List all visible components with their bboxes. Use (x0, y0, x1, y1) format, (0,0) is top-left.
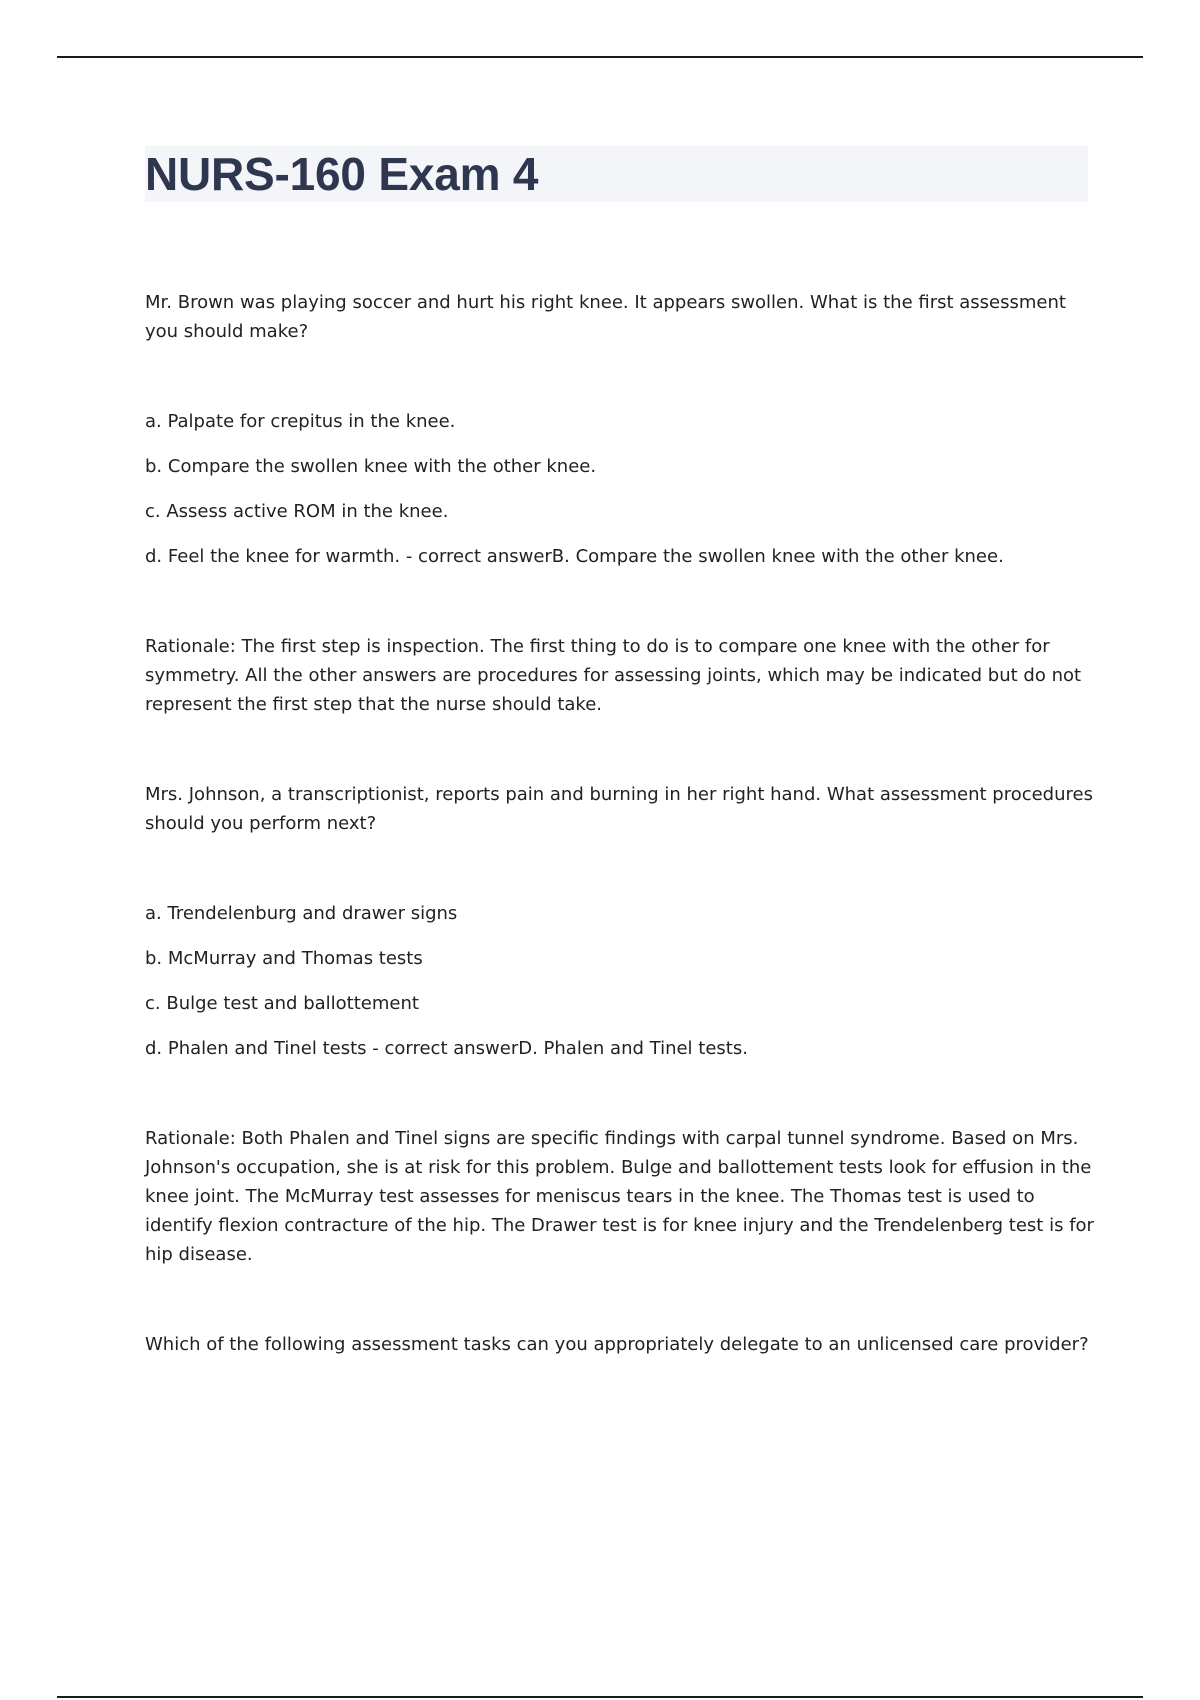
answer-option: a. Palpate for crepitus in the knee. (145, 411, 456, 432)
question-stem: Which of the following assessment tasks can you appropriately delegate to an unlicensed care provider? (145, 1334, 1089, 1355)
answer-option: a. Trendelenburg and drawer signs (145, 903, 458, 924)
footer-rule (57, 1696, 1143, 1698)
header-rule (57, 56, 1143, 58)
answer-option: c. Bulge test and ballottement (145, 993, 419, 1014)
question-stem: Mrs. Johnson, a transcriptionist, reports pain and burning in her right hand. What assessment procedures should you perform next? (145, 784, 1093, 834)
document-body (145, 288, 1095, 1420)
answer-option: b. McMurray and Thomas tests (145, 948, 423, 969)
question-stem: Mr. Brown was playing soccer and hurt his right knee. It appears swollen. What is the first assessment you should make? (145, 292, 1066, 342)
answer-option-with-key: d. Feel the knee for warmth. - correct answerB. Compare the swollen knee with the other knee. (145, 546, 1004, 567)
document-title: NURS-160 Exam 4 (145, 148, 539, 200)
rationale: Rationale: The first step is inspection. The first thing to do is to compare one knee with the other for symmetry. All the other answers are procedures for assessing joints, which may be indicated but do not represent the first step that the nurse should take. (145, 636, 1082, 715)
answer-option: b. Compare the swollen knee with the other knee. (145, 456, 597, 477)
answer-option: c. Assess active ROM in the knee. (145, 501, 449, 522)
rationale: Rationale: Both Phalen and Tinel signs are specific findings with carpal tunnel syndrome. Based on Mrs. Johnson's occupation, she is at risk for this problem. Bulge and ballottement tests look for effusion in the knee joint. The McMurray test assesses for meniscus tears in the knee. The Thomas test is used to identify flexion contracture of the hip. The Drawer test is for knee injury and the Trendelenberg test is for hip disease. (145, 1128, 1094, 1265)
answer-option-with-key: d. Phalen and Tinel tests - correct answerD. Phalen and Tinel tests. (145, 1038, 748, 1059)
